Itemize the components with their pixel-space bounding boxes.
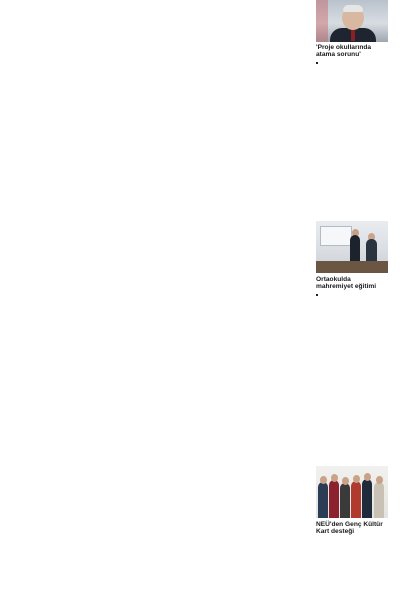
group-photo <box>316 466 388 518</box>
article-1-byline <box>316 62 388 64</box>
article-2-byline <box>316 294 388 296</box>
article-2 <box>316 221 388 296</box>
portrait-photo <box>316 0 388 42</box>
article-2-headline: Ortaokulda mahremiyet eğitimi <box>316 276 377 291</box>
article-1 <box>316 0 388 64</box>
article-1-headline: 'Proje okullarında atama sorunu' <box>316 44 372 59</box>
byline-square-icon <box>316 294 318 296</box>
article-3-headline: NEÜ'den Genç Kültür Kart desteği <box>316 521 383 536</box>
byline-square-icon <box>316 62 318 64</box>
classroom-photo <box>316 221 388 273</box>
article-3 <box>316 466 388 539</box>
